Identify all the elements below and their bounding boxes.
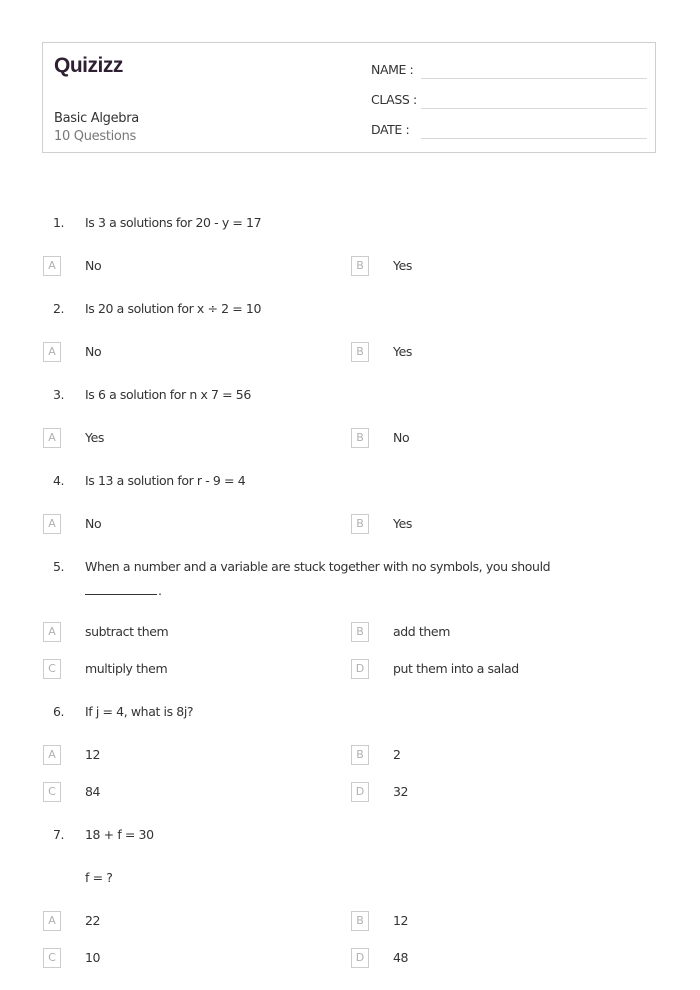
- answer-blank: [85, 583, 162, 598]
- class-field[interactable]: [371, 89, 647, 109]
- blank-suffix: .: [158, 583, 162, 598]
- question-text: Is 3 a solutions for 20 - y = 17: [85, 215, 262, 230]
- date-field[interactable]: [371, 119, 647, 139]
- option-text: Yes: [393, 516, 412, 531]
- question-text-line2: f = ?: [85, 870, 113, 885]
- name-field[interactable]: [371, 59, 647, 79]
- option-letter-box: A: [43, 622, 61, 642]
- option-text: Yes: [393, 258, 412, 273]
- date-label: DATE :: [371, 122, 410, 137]
- question-number: 1.: [53, 215, 65, 230]
- option-letter-box: B: [351, 256, 369, 276]
- date-line[interactable]: [421, 138, 647, 139]
- option-text: 22: [85, 913, 101, 928]
- option-text: 2: [393, 747, 401, 762]
- option-text: multiply them: [85, 661, 168, 676]
- blank-line: [85, 594, 157, 595]
- option-text: 12: [85, 747, 101, 762]
- question-text: 18 + f = 30: [85, 827, 154, 842]
- question-count: 10 Questions: [54, 129, 136, 144]
- question-number: 4.: [53, 473, 65, 488]
- option-letter-box: C: [43, 659, 61, 679]
- worksheet-header: [42, 42, 656, 153]
- option-text: No: [393, 430, 410, 445]
- quizizz-logo: Quizizz: [54, 54, 123, 77]
- option-text: 10: [85, 950, 101, 965]
- question-text: If j = 4, what is 8j?: [85, 704, 194, 719]
- option-letter-box: A: [43, 745, 61, 765]
- question-text: Is 6 a solution for n x 7 = 56: [85, 387, 251, 402]
- option-letter-box: A: [43, 514, 61, 534]
- class-label: CLASS :: [371, 92, 417, 107]
- question-text: Is 20 a solution for x ÷ 2 = 10: [85, 301, 262, 316]
- option-text: subtract them: [85, 624, 169, 639]
- question-number: 5.: [53, 559, 65, 574]
- option-text: 12: [393, 913, 409, 928]
- option-letter-box: A: [43, 342, 61, 362]
- option-letter-box: B: [351, 514, 369, 534]
- option-letter-box: B: [351, 428, 369, 448]
- option-text: 32: [393, 784, 409, 799]
- question-number: 7.: [53, 827, 65, 842]
- option-letter-box: D: [351, 659, 369, 679]
- option-letter-box: B: [351, 622, 369, 642]
- quiz-title: Basic Algebra: [54, 111, 139, 126]
- option-letter-box: B: [351, 911, 369, 931]
- question-text: When a number and a variable are stuck together with no symbols, you should: [85, 559, 551, 574]
- option-text: add them: [393, 624, 450, 639]
- option-text: Yes: [393, 344, 412, 359]
- question-number: 6.: [53, 704, 65, 719]
- option-letter-box: B: [351, 745, 369, 765]
- option-text: put them into a salad: [393, 661, 519, 676]
- name-label: NAME :: [371, 62, 414, 77]
- class-line[interactable]: [421, 108, 647, 109]
- question-number: 2.: [53, 301, 65, 316]
- option-text: 48: [393, 950, 409, 965]
- name-line[interactable]: [421, 78, 647, 79]
- option-letter-box: A: [43, 256, 61, 276]
- option-letter-box: C: [43, 782, 61, 802]
- option-letter-box: C: [43, 948, 61, 968]
- question-text: Is 13 a solution for r - 9 = 4: [85, 473, 246, 488]
- question-number: 3.: [53, 387, 65, 402]
- option-letter-box: A: [43, 911, 61, 931]
- option-text: 84: [85, 784, 101, 799]
- option-text: No: [85, 344, 102, 359]
- option-text: No: [85, 258, 102, 273]
- option-text: No: [85, 516, 102, 531]
- option-letter-box: A: [43, 428, 61, 448]
- option-letter-box: B: [351, 342, 369, 362]
- option-text: Yes: [85, 430, 104, 445]
- option-letter-box: D: [351, 782, 369, 802]
- option-letter-box: D: [351, 948, 369, 968]
